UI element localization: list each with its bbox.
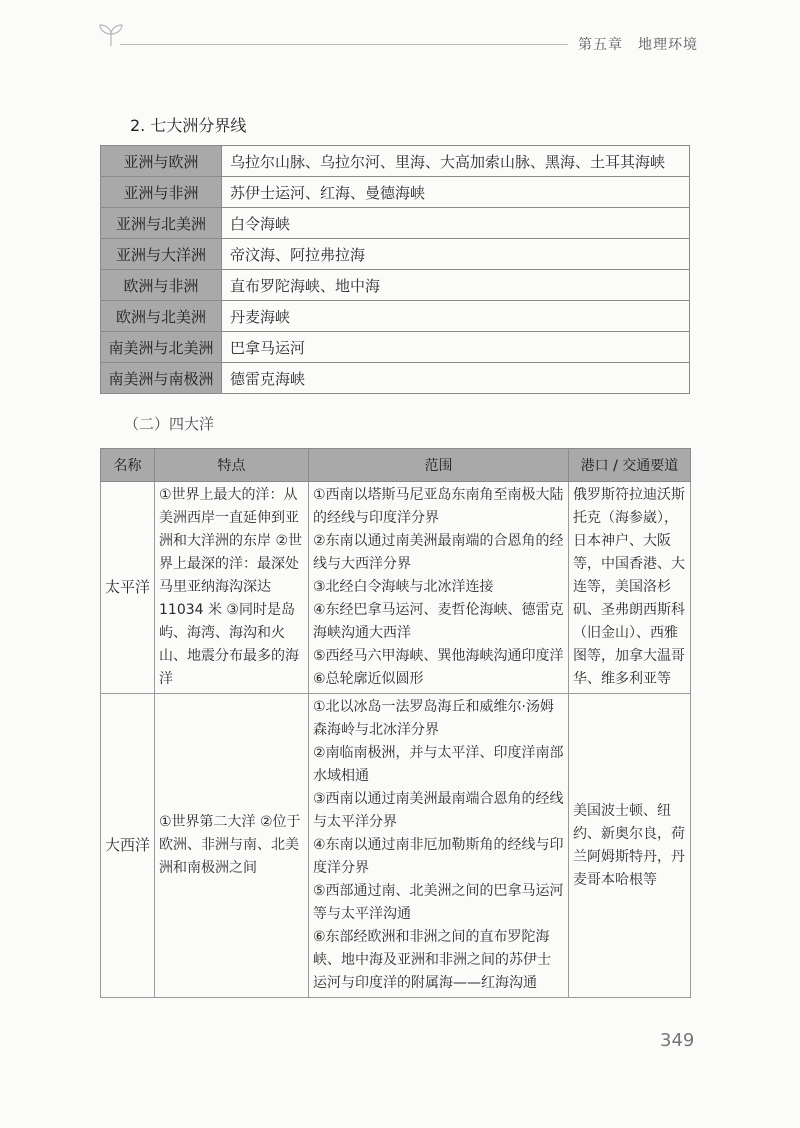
scope-item: ④东南以通过南非厄加勒斯角的经线与印度洋分界 [313,837,564,876]
continent-pair: 亚洲与欧洲 [101,146,222,177]
page-number: 349 [660,1030,695,1051]
continent-pair: 亚洲与非洲 [101,177,222,208]
table-row [101,301,690,332]
table-row [101,239,690,270]
table-header-row [101,449,691,482]
scope-item: ⑥东部经欧洲和非洲之间的直布罗陀海峡、地中海及亚洲和非洲之间的苏伊士运河与印度洋的附属海——红海沟通 [313,929,551,991]
scope-item: ①西南以塔斯马尼亚岛东南角至南极大陆的经线与印度洋分界 [313,487,564,526]
ocean-features: ①世界第二大洋 ②位于欧洲、非洲与南、北美洲和南极洲之间 [155,694,309,998]
header-rule [120,44,568,45]
scope-item: ③北经白令海峡与北冰洋连接 [313,579,494,595]
table-row [101,177,690,208]
scope-item: ①北以冰岛一法罗岛海丘和威维尔·汤姆森海岭与北冰洋分界 [313,699,554,738]
table-row [101,482,691,694]
scope-item: ⑤西部通过南、北美洲之间的巴拿马运河等与太平洋沟通 [313,883,564,922]
boundary-line: 德雷克海峡 [222,363,690,394]
oceans-table [100,448,691,998]
continent-pair: 亚洲与大洋洲 [101,239,222,270]
subsection-title: （二）四大洋 [124,415,215,433]
ocean-features: ①世界上最大的洋：从美洲西岸一直延伸到亚洲和大洋洲的东岸 ②世界上最深的洋：最深处马里亚纳海沟深达 11034 米 ③同时是岛屿、海湾、海沟和火山、地震分布最多的海洋 [155,482,309,694]
column-header: 港口 / 交通要道 [569,449,691,482]
boundary-line: 白令海峡 [222,208,690,239]
scope-item: ②东南以通过南美洲最南端的合恩角的经线与大西洋分界 [313,533,564,572]
continent-pair: 欧洲与非洲 [101,270,222,301]
scope-item: ④东经巴拿马运河、麦哲伦海峡、德雷克海峡沟通大西洋 [313,602,564,641]
boundary-line: 巴拿马运河 [222,332,690,363]
boundary-line: 乌拉尔山脉、乌拉尔河、里海、大高加索山脉、黑海、土耳其海峡 [222,146,690,177]
table-row [101,694,691,998]
ocean-scope [309,694,569,998]
scope-item: ⑥总轮廓近似圆形 [313,671,424,687]
page-header [0,0,800,70]
column-header: 特点 [155,449,309,482]
continent-pair: 南美洲与南极洲 [101,363,222,394]
boundary-line: 丹麦海峡 [222,301,690,332]
ocean-ports: 俄罗斯符拉迪沃斯托克（海参崴），日本神户、大阪等，中国香港、大连等，美国洛杉矶、圣弗朗西斯科（旧金山）、西雅图等，加拿大温哥华、维多利亚等 [569,482,691,694]
ocean-scope [309,482,569,694]
table-row [101,146,690,177]
scope-item: ②南临南极洲，并与太平洋、印度洋南部水域相通 [313,745,564,784]
table-row [101,363,690,394]
scope-item: ⑤西经马六甲海峡、巽他海峡沟通印度洋 [313,648,564,664]
section-title: 2. 七大洲分界线 [130,116,247,135]
ocean-name: 大西洋 [101,694,155,998]
chapter-title: 第五章 地理环境 [578,37,698,53]
ocean-ports: 美国波士顿、纽约、新奥尔良，荷兰阿姆斯特丹，丹麦哥本哈根等 [569,694,691,998]
table-row [101,208,690,239]
continent-pair: 南美洲与北美洲 [101,332,222,363]
continent-pair: 欧洲与北美洲 [101,301,222,332]
column-header: 范围 [309,449,569,482]
continent-pair: 亚洲与北美洲 [101,208,222,239]
table-row [101,270,690,301]
boundary-line: 帝汶海、阿拉弗拉海 [222,239,690,270]
table-row [101,332,690,363]
boundary-line: 直布罗陀海峡、地中海 [222,270,690,301]
boundaries-table [100,145,690,394]
column-header: 名称 [101,449,155,482]
boundary-line: 苏伊士运河、红海、曼德海峡 [222,177,690,208]
scope-item: ③西南以通过南美洲最南端合恩角的经线与太平洋分界 [313,791,564,830]
ocean-name: 太平洋 [101,482,155,694]
